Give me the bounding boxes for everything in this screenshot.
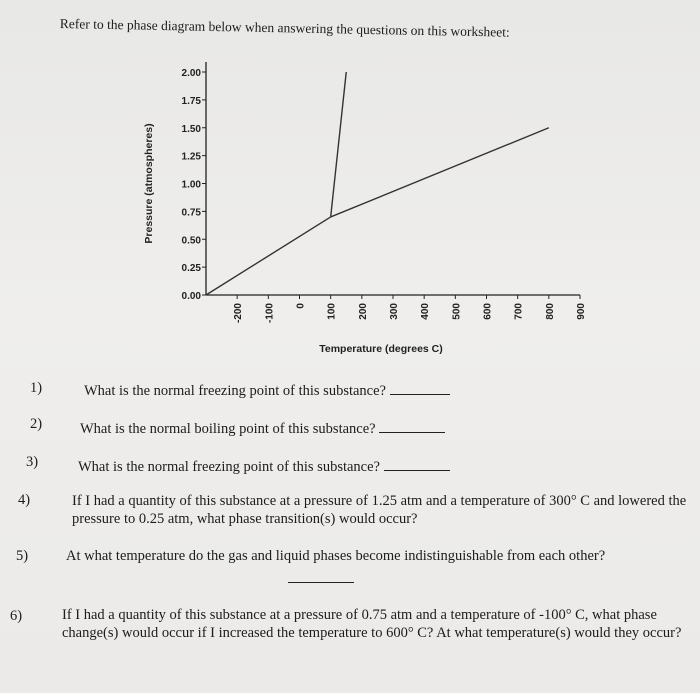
phase-boundary-line-2: [331, 128, 549, 217]
question-4-number: 4): [18, 492, 31, 508]
y-tick-label: 0.75: [181, 207, 201, 219]
question-6-number: 6): [10, 608, 23, 624]
question-5-number: 5): [16, 548, 29, 564]
answer-blank-2[interactable]: [379, 418, 445, 433]
x-tick-label: 400: [420, 303, 432, 320]
question-2-label: What is the normal boiling point of this substance?: [80, 421, 376, 437]
question-2-number: 2): [30, 416, 43, 432]
question-3-number: 3): [26, 454, 39, 470]
x-tick-label: 200: [357, 303, 369, 320]
y-axis-label: Pressure (atmospheres): [143, 123, 155, 244]
y-tick-label: 1.00: [181, 179, 201, 191]
x-axis-label: Temperature (degrees C): [319, 343, 443, 355]
y-tick-label: 0.25: [181, 263, 201, 275]
answer-blank-3[interactable]: [384, 456, 450, 471]
y-tick-label: 2.00: [181, 68, 201, 79]
worksheet-header: Refer to the phase diagram below when answering the questions on this worksheet:: [59, 16, 510, 40]
question-2-text: [80, 418, 445, 438]
question-4-text: If I had a quantity of this substance at a pressure of 1.25 atm and a temperature of 300° C and lowered the pressure to 0.25 atm, what phase transition(s) would occur?: [72, 493, 687, 527]
x-tick-label: 500: [451, 303, 463, 320]
x-tick-label: 300: [389, 303, 400, 320]
question-6-text: If I had a quantity of this substance at a pressure of 0.75 atm and a temperature of -100° C, what phase change(s) would occur if I increased the temperature to 600° C? At what temperature(s) would they occur?: [62, 607, 682, 641]
y-tick-label: 1.25: [181, 151, 201, 163]
question-1-number: 1): [30, 380, 43, 396]
question-3-text: [78, 456, 450, 476]
x-tick-label: 0: [295, 303, 307, 309]
x-tick-label: -100: [264, 303, 276, 324]
question-1-label: What is the normal freezing point of this substance?: [84, 383, 386, 399]
question-1-text: [84, 380, 450, 400]
y-tick-label: 1.50: [181, 123, 201, 135]
x-tick-label: -200: [233, 303, 245, 324]
x-tick-label: 100: [326, 303, 338, 320]
x-tick-label: 600: [482, 303, 494, 320]
x-tick-label: 700: [513, 303, 525, 320]
y-tick-label: 0.00: [181, 291, 201, 302]
x-tick-label: 900: [576, 303, 587, 320]
y-tick-label: 1.75: [181, 95, 201, 107]
answer-blank-1[interactable]: [390, 380, 450, 395]
question-5-text: At what temperature do the gas and liquid phases become indistinguishable from each other?: [66, 548, 606, 564]
answer-blank-5[interactable]: [288, 582, 354, 583]
phase-boundary-line-1: [206, 217, 331, 295]
x-tick-label: 800: [544, 303, 556, 320]
phase-boundary-line-3: [331, 72, 347, 217]
question-3-label: What is the normal freezing point of this substance?: [78, 459, 380, 475]
y-tick-label: 0.50: [181, 235, 201, 247]
